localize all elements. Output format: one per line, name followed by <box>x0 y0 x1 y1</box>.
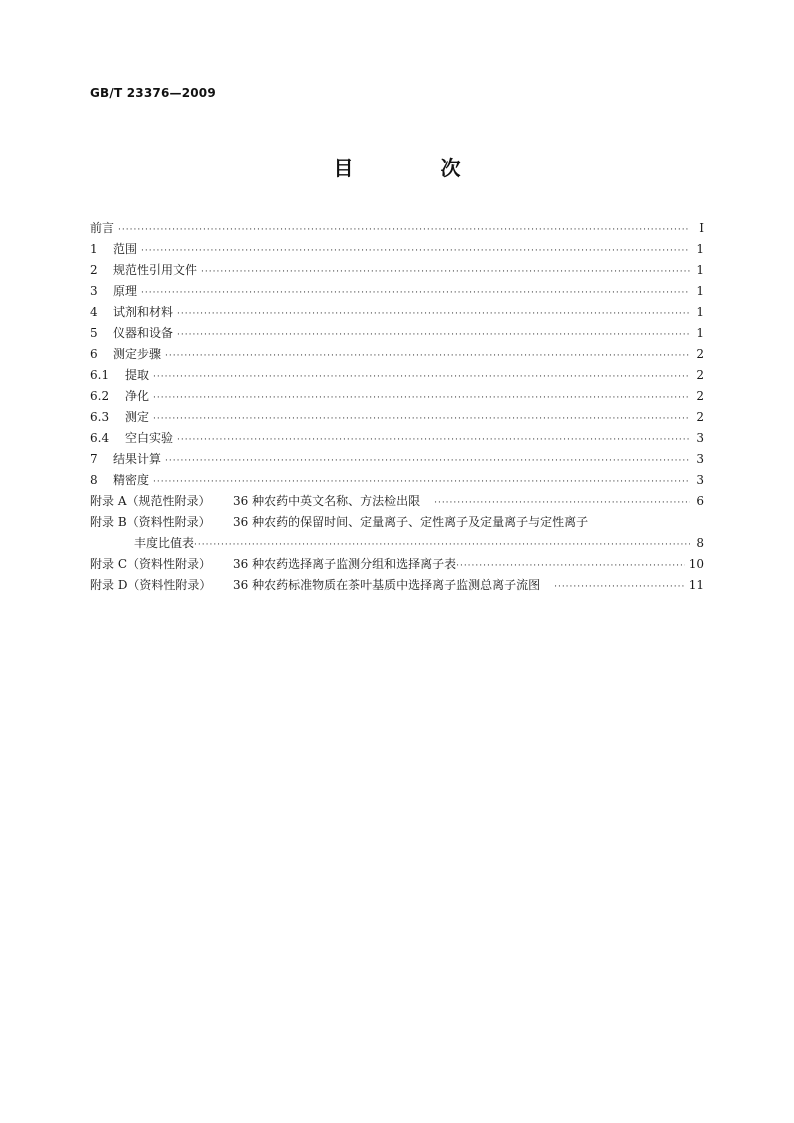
toc-entry-label: 前言 <box>90 221 115 235</box>
toc-entry-number: 6.2 <box>90 389 110 403</box>
toc-entry-number: 6 <box>90 347 98 361</box>
dot-leader <box>141 283 690 304</box>
toc-entry-number: 1 <box>90 242 98 256</box>
toc-entry-page: 1 <box>696 242 704 256</box>
toc-entry-number: 6.4 <box>90 431 110 445</box>
toc-entry-page: 2 <box>696 368 704 382</box>
toc-entry-principle[interactable] <box>90 281 704 302</box>
toc-entry-number: 3 <box>90 284 98 298</box>
toc-entry-page: 1 <box>696 305 704 319</box>
toc-entry-number: 附录 D（资料性附录） <box>90 578 212 592</box>
toc-entry-number: 附录 C（资料性附录） <box>90 557 211 571</box>
toc-entry-scope[interactable] <box>90 239 704 260</box>
toc-entry-annex-b[interactable] <box>90 512 704 533</box>
toc-entry-label: 净化 <box>125 389 150 403</box>
table-of-contents <box>90 218 704 596</box>
dot-leader <box>153 472 690 493</box>
toc-entry-page: 2 <box>696 389 704 403</box>
toc-entry-page: 3 <box>696 452 704 466</box>
toc-entry-number: 附录 A（规范性附录） <box>90 494 211 508</box>
toc-entry-label: 精密度 <box>113 473 150 487</box>
toc-entry-number: 8 <box>90 473 98 487</box>
toc-entry-label: 36 种农药中英文名称、方法检出限 <box>233 494 421 508</box>
toc-entry-number: 2 <box>90 263 98 277</box>
toc-entry-page: 10 <box>688 557 704 571</box>
toc-entry-cleanup[interactable] <box>90 386 704 407</box>
standard-code: GB/T 23376—2009 <box>90 86 216 100</box>
dot-leader <box>141 241 690 262</box>
toc-entry-label: 结果计算 <box>113 452 162 466</box>
toc-entry-blank-test[interactable] <box>90 428 704 449</box>
toc-entry-extraction[interactable] <box>90 365 704 386</box>
toc-entry-annex-a[interactable] <box>90 491 704 512</box>
toc-entry-label: 仪器和设备 <box>113 326 174 340</box>
toc-entry-procedure[interactable] <box>90 344 704 365</box>
toc-entry-number: 附录 B（资料性附录） <box>90 515 211 529</box>
toc-entry-label: 规范性引用文件 <box>113 263 198 277</box>
dot-leader <box>177 325 690 346</box>
toc-entry-annex-b-continuation[interactable] <box>90 533 704 554</box>
dot-leader <box>554 577 685 598</box>
toc-entry-page: 2 <box>696 410 704 424</box>
toc-entry-apparatus[interactable] <box>90 323 704 344</box>
toc-entry-label: 36 种农药选择离子监测分组和选择离子表 <box>233 557 457 571</box>
toc-entry-page: 8 <box>696 536 704 550</box>
toc-entry-page: 3 <box>696 473 704 487</box>
toc-entry-label: 测定 <box>125 410 150 424</box>
toc-entry-label: 空白实验 <box>125 431 174 445</box>
dot-leader <box>153 367 690 388</box>
toc-entry-calculation[interactable] <box>90 449 704 470</box>
toc-entry-page: 6 <box>696 494 704 508</box>
toc-entry-number: 6.3 <box>90 410 110 424</box>
dot-leader <box>177 430 690 451</box>
toc-entry-label: 试剂和材料 <box>113 305 174 319</box>
toc-entry-label: 36 种农药标准物质在茶叶基质中选择离子监测总离子流图 <box>233 578 541 592</box>
toc-entry-page: 1 <box>696 284 704 298</box>
toc-entry-foreword[interactable] <box>90 218 704 239</box>
toc-entry-page: Ⅰ <box>699 221 704 235</box>
toc-entry-label: 提取 <box>125 368 150 382</box>
toc-entry-label: 范围 <box>113 242 138 256</box>
toc-entry-reagents[interactable] <box>90 302 704 323</box>
dot-leader <box>201 262 690 283</box>
dot-leader <box>165 451 690 472</box>
toc-entry-page: 1 <box>696 326 704 340</box>
toc-entry-page: 11 <box>688 578 704 592</box>
toc-entry-determination[interactable] <box>90 407 704 428</box>
toc-entry-normative-references[interactable] <box>90 260 704 281</box>
toc-entry-label: 36 种农药的保留时间、定量离子、定性离子及定量离子与定性离子 <box>233 515 589 529</box>
dot-leader <box>194 535 690 556</box>
dot-leader <box>456 556 685 577</box>
toc-entry-label: 原理 <box>113 284 138 298</box>
toc-entry-label: 测定步骤 <box>113 347 162 361</box>
toc-entry-number: 5 <box>90 326 98 340</box>
toc-entry-page: 2 <box>696 347 704 361</box>
toc-entry-annex-c[interactable] <box>90 554 704 575</box>
toc-entry-page: 1 <box>696 263 704 277</box>
toc-entry-precision[interactable] <box>90 470 704 491</box>
toc-entry-label: 丰度比值表 <box>134 536 195 550</box>
dot-leader <box>153 388 690 409</box>
page-title: 目 次 <box>333 156 501 180</box>
toc-entry-annex-d[interactable] <box>90 575 704 596</box>
toc-entry-page: 3 <box>696 431 704 445</box>
toc-entry-number: 4 <box>90 305 98 319</box>
dot-leader <box>118 220 690 241</box>
toc-entry-number: 7 <box>90 452 98 466</box>
toc-entry-number: 6.1 <box>90 368 110 382</box>
dot-leader <box>165 346 690 367</box>
dot-leader <box>434 493 690 514</box>
dot-leader <box>153 409 690 430</box>
dot-leader <box>177 304 690 325</box>
